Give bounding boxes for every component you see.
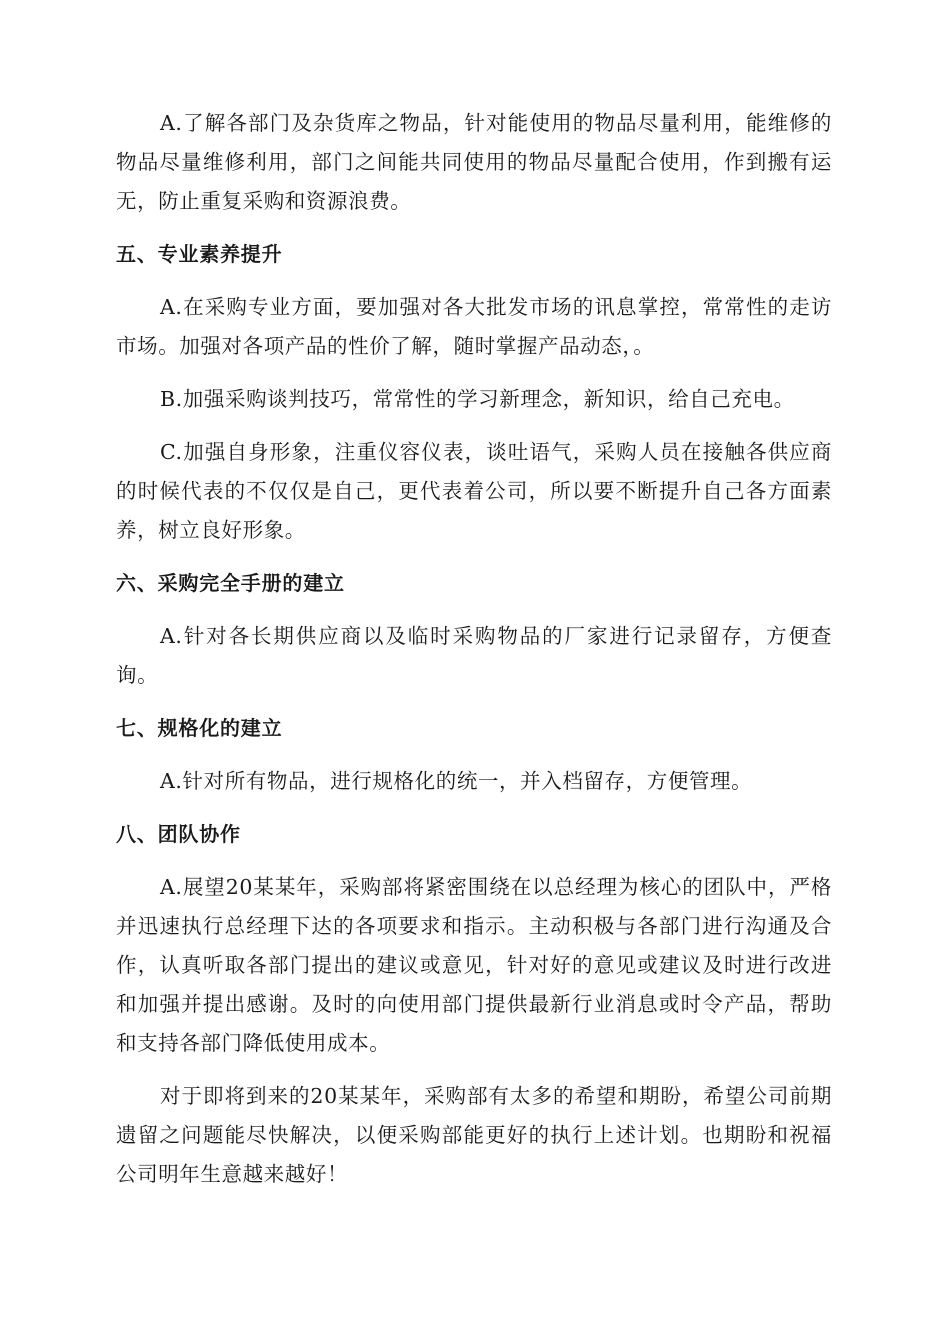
section8-item-a: A.展望20某某年，采购部将紧密围绕在以总经理为核心的团队中，严格并迅速执行总经理下达的各项要求和指示。主动积极与各部门进行沟通及合作，认真听取各部门提出的建议或意见，针对好的意见或建议及时进行改进和加强并提出感谢。及时的向使用部门提供最新行业消息或时令产品，帮助和支持各部门降低使用成本。 bbox=[116, 875, 832, 1055]
section6-item-a: A.针对各长期供应商以及临时采购物品的厂家进行记录留存，方便查询。 bbox=[116, 624, 832, 687]
section8-heading: 八、团队协作 bbox=[116, 822, 241, 846]
closing-paragraph: 对于即将到来的20某某年，采购部有太多的希望和期盼，希望公司前期遗留之问题能尽快解决，以便采购部能更好的执行上述计划。也期盼和祝福公司明年生意越来越好！ bbox=[116, 1084, 832, 1186]
section5-item-a: A.在采购专业方面，要加强对各大批发市场的讯息掌控，常常性的走访市场。加强对各项产品的性价了解，随时掌握产品动态，。 bbox=[116, 295, 832, 358]
section7-item-a: A.针对所有物品，进行规格化的统一，并入档留存，方便管理。 bbox=[160, 769, 753, 793]
section7-heading: 七、规格化的建立 bbox=[116, 716, 283, 740]
section5-item-b: B.加强采购谈判技巧，常常性的学习新理念，新知识，给自己充电。 bbox=[160, 387, 795, 411]
section5-item-c: C.加强自身形象，注重仪容仪表，谈吐语气，采购人员在接触各供应商的时候代表的不仅仅是自己，更代表着公司，所以要不断提升自己各方面素养，树立良好形象。 bbox=[116, 440, 832, 542]
section5-heading: 五、专业素养提升 bbox=[116, 242, 283, 266]
section4-item-a: A.了解各部门及杂货库之物品，针对能使用的物品尽量利用，能维修的物品尽量维修利用，部门之间能共同使用的物品尽量配合使用，作到搬有运无，防止重复采购和资源浪费。 bbox=[116, 111, 832, 213]
section6-heading: 六、采购完全手册的建立 bbox=[116, 571, 345, 595]
document-page bbox=[116, 104, 832, 1208]
